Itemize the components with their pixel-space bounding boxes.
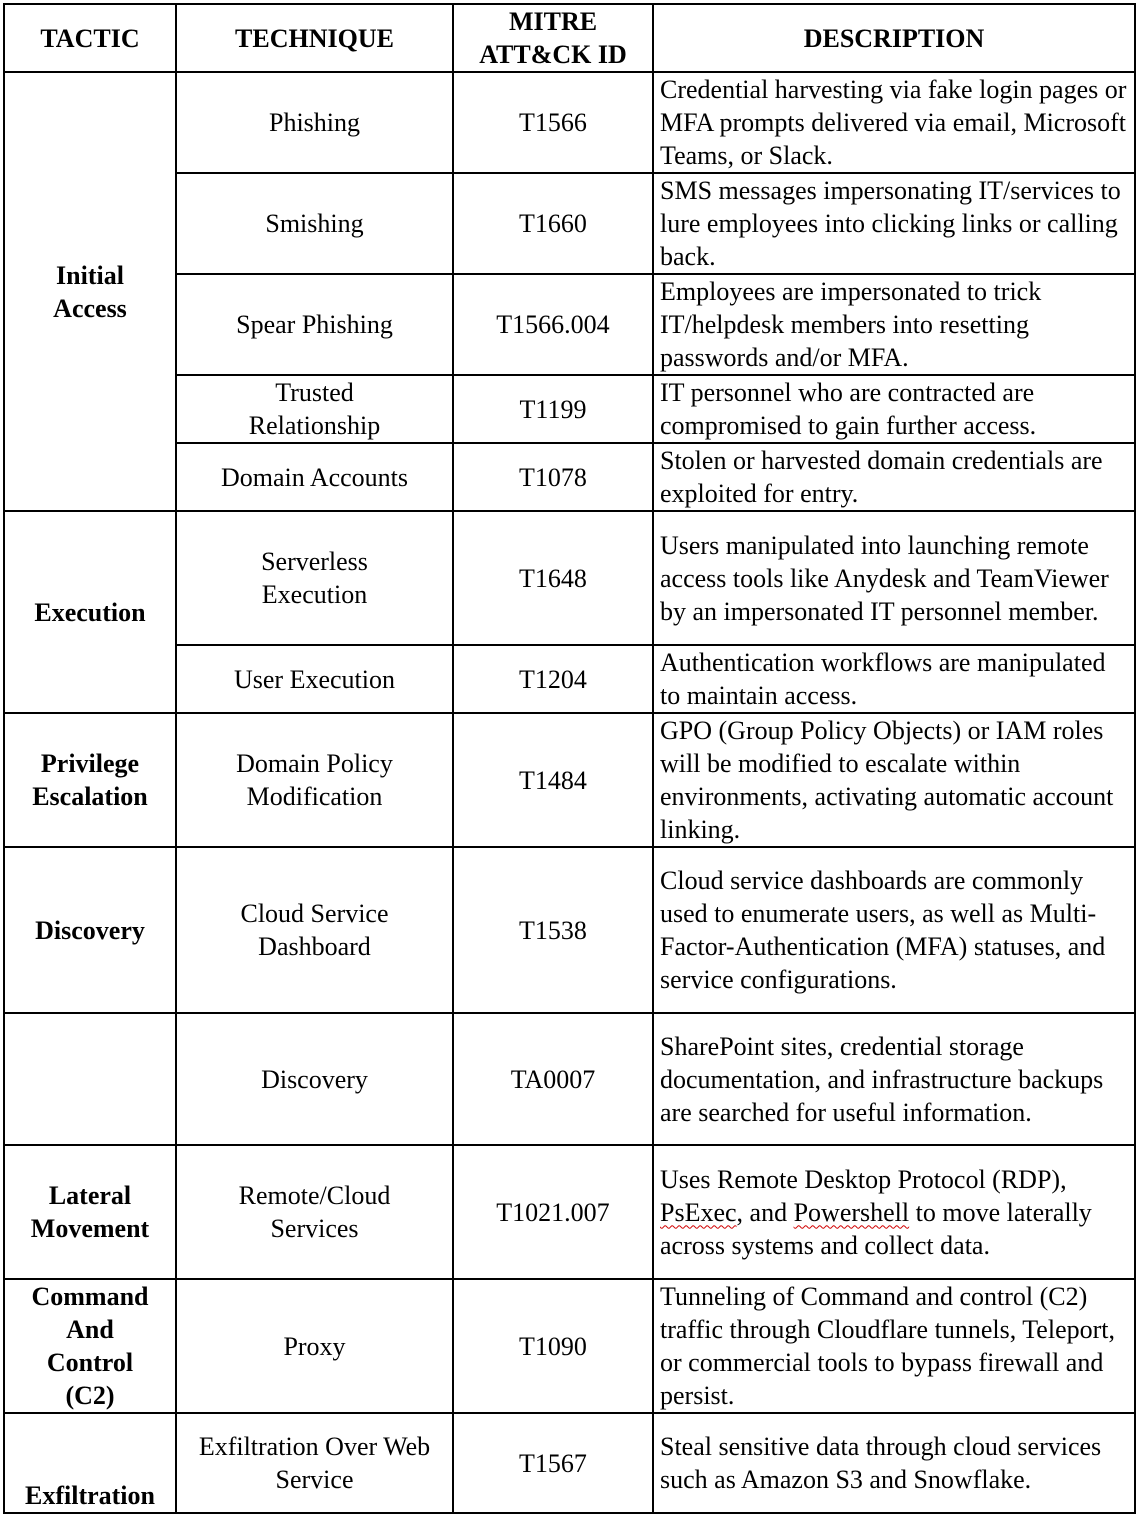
table-row — [4, 1279, 1135, 1413]
id-cell: TA0007 — [453, 1013, 653, 1145]
technique-cell: Cloud Service Dashboard — [176, 847, 453, 1013]
tactic-cell — [4, 1013, 176, 1145]
tactic-cell: Initial Access — [4, 72, 176, 511]
table-row — [4, 511, 1135, 645]
description-cell: GPO (Group Policy Objects) or IAM roles will be modified to escalate within environments, activating automatic account linking. — [653, 713, 1135, 847]
technique-cell: Discovery — [176, 1013, 453, 1145]
technique-cell: Domain Policy Modification — [176, 713, 453, 847]
id-cell: T1021.007 — [453, 1145, 653, 1279]
technique-cell: Trusted Relationship — [176, 375, 453, 443]
table-row — [4, 1145, 1135, 1279]
id-cell: T1484 — [453, 713, 653, 847]
id-cell: T1566.004 — [453, 274, 653, 375]
description-cell: Stolen or harvested domain credentials are exploited for entry. — [653, 443, 1135, 511]
tactic-cell: Privilege Escalation — [4, 713, 176, 847]
description-text: , and — [736, 1197, 794, 1227]
technique-cell: Exfiltration Over Web Service — [176, 1413, 453, 1513]
description-cell: Users manipulated into launching remote access tools like Anydesk and TeamViewer by an impersonated IT personnel member. — [653, 511, 1135, 645]
technique-cell: User Execution — [176, 645, 453, 713]
description-text: Uses Remote Desktop Protocol (RDP), — [660, 1164, 1067, 1194]
mitre-attack-table — [3, 3, 1136, 1514]
description-cell: SMS messages impersonating IT/services to lure employees into clicking links or calling back. — [653, 173, 1135, 274]
description-cell — [653, 1145, 1135, 1279]
tactic-cell: Lateral Movement — [4, 1145, 176, 1279]
id-cell: T1204 — [453, 645, 653, 713]
description-cell: IT personnel who are contracted are compromised to gain further access. — [653, 375, 1135, 443]
tactic-cell: Exfiltration — [4, 1413, 176, 1513]
id-cell: T1660 — [453, 173, 653, 274]
technique-cell: Proxy — [176, 1279, 453, 1413]
id-cell: T1648 — [453, 511, 653, 645]
header-tactic: TACTIC — [4, 4, 176, 72]
id-cell: T1566 — [453, 72, 653, 173]
technique-cell: Smishing — [176, 173, 453, 274]
description-cell: Authentication workflows are manipulated to maintain access. — [653, 645, 1135, 713]
table-row — [4, 847, 1135, 1013]
id-cell: T1199 — [453, 375, 653, 443]
header-description: DESCRIPTION — [653, 4, 1135, 72]
technique-cell: Phishing — [176, 72, 453, 173]
tactic-cell: Command And Control (C2) — [4, 1279, 176, 1413]
technique-cell: Domain Accounts — [176, 443, 453, 511]
id-cell: T1078 — [453, 443, 653, 511]
description-cell: Cloud service dashboards are commonly used to enumerate users, as well as Multi-Factor-Authentication (MFA) statuses, and service configurations. — [653, 847, 1135, 1013]
description-cell: Credential harvesting via fake login pages or MFA prompts delivered via email, Microsoft Teams, or Slack. — [653, 72, 1135, 173]
id-cell: T1090 — [453, 1279, 653, 1413]
technique-cell: Remote/Cloud Services — [176, 1145, 453, 1279]
table-row — [4, 1013, 1135, 1145]
header-id: MITRE ATT&CK ID — [453, 4, 653, 72]
id-cell: T1567 — [453, 1413, 653, 1513]
table-row — [4, 1413, 1135, 1513]
tactic-cell: Discovery — [4, 847, 176, 1013]
description-text: to move laterally across systems and collect data. — [660, 1197, 1092, 1260]
id-cell: T1538 — [453, 847, 653, 1013]
description-cell: Steal sensitive data through cloud services such as Amazon S3 and Snowflake. — [653, 1413, 1135, 1513]
technique-cell: Serverless Execution — [176, 511, 453, 645]
description-cell: Tunneling of Command and control (C2) traffic through Cloudflare tunnels, Teleport, or commercial tools to bypass firewall and persist. — [653, 1279, 1135, 1413]
spellcheck-flagged-word: PsExec — [660, 1197, 737, 1227]
header-row — [4, 4, 1135, 72]
header-technique: TECHNIQUE — [176, 4, 453, 72]
description-cell: SharePoint sites, credential storage documentation, and infrastructure backups are searched for useful information. — [653, 1013, 1135, 1145]
tactic-cell: Execution — [4, 511, 176, 713]
table-row — [4, 72, 1135, 173]
technique-cell: Spear Phishing — [176, 274, 453, 375]
table-row — [4, 713, 1135, 847]
description-cell: Employees are impersonated to trick IT/helpdesk members into resetting passwords and/or MFA. — [653, 274, 1135, 375]
spellcheck-flagged-word: Powershell — [793, 1197, 910, 1227]
